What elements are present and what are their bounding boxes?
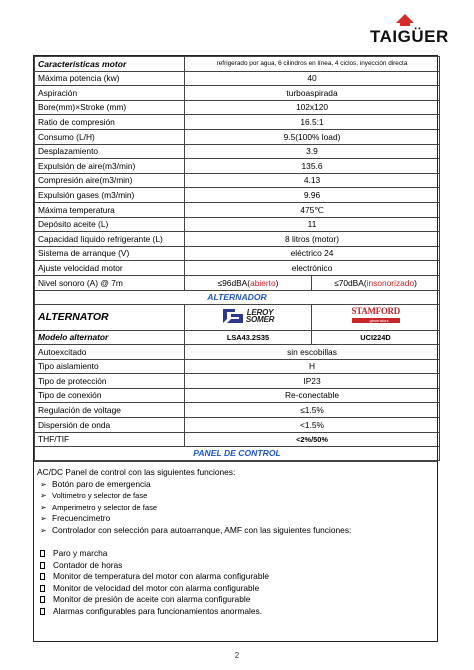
engine-spec-row: [35, 129, 440, 144]
engine-spec-row: [35, 246, 440, 261]
spec-value: ≤1.5%: [185, 403, 440, 418]
spec-label: Tipo de protección: [35, 374, 185, 389]
engine-header-label: Características motor: [35, 57, 185, 72]
spec-value: sin escobillas: [185, 345, 440, 360]
spec-value: 40: [185, 71, 440, 86]
alternator-spec-row: [35, 374, 440, 389]
spec-label: THF/TIF: [35, 432, 185, 447]
subfeature-item: Monitor de velocidad del motor con alarma configurable: [37, 583, 434, 595]
taiguer-logo: [370, 12, 456, 52]
alternator-model-row: [35, 330, 440, 345]
leroy-somer-cell: [185, 304, 312, 330]
spec-value: H: [185, 359, 440, 374]
spec-value: 16.5:1: [185, 115, 440, 130]
spec-label: Sistema de arranque (V): [35, 246, 185, 261]
engine-spec-row: [35, 144, 440, 159]
spec-value: 9.96: [185, 188, 440, 203]
spec-value: 11: [185, 217, 440, 232]
spec-label: Consumo (L/H): [35, 129, 185, 144]
arrow-bullet-icon: ➢: [40, 491, 47, 501]
spec-label: Bore(mm)×Stroke (mm): [35, 100, 185, 115]
feature-item: ➢ Botón paro de emergencia: [40, 478, 151, 489]
panel-intro: AC/DC Panel de control con las siguientes funciones:: [37, 467, 236, 478]
spec-value: 102x120: [185, 100, 440, 115]
subfeature-item: Alarmas configurables para funcionamientos anormales.: [37, 606, 434, 618]
engine-spec-row: [35, 100, 440, 115]
engine-spec-row: [35, 115, 440, 130]
spec-value: 9.5(100% load): [185, 129, 440, 144]
checkbox-bullet-icon: [40, 608, 45, 615]
leroy-somer-text: LEROY SOMER: [245, 307, 275, 325]
spec-label: Autoexcitado: [35, 345, 185, 360]
model-leroy: LSA43.2S35: [185, 330, 312, 345]
subfeature-item: Monitor de presión de aceite con alarma configurable: [37, 594, 434, 606]
spec-label: Dispersión de onda: [35, 418, 185, 433]
checkbox-bullet-icon: [40, 573, 45, 580]
subfeature-item: Paro y marcha: [37, 548, 434, 560]
spec-value: <2%/50%: [185, 432, 440, 447]
spec-value: 8 litros (motor): [185, 232, 440, 247]
checkbox-bullet-icon: [40, 596, 45, 603]
logo-roof-base: [400, 23, 410, 26]
alternator-spec-row: [35, 388, 440, 403]
control-panel-description: [34, 461, 437, 641]
spec-value: 135.6: [185, 159, 440, 174]
leroy-somer-logo: [222, 307, 274, 325]
feature-item: ➢ Frecuencimetro: [40, 513, 111, 524]
engine-spec-row: [35, 232, 440, 247]
engine-header-description: refrigerado por agua, 6 cilindros en línea, 4 ciclos, inyección directa: [185, 57, 440, 72]
spec-label: Aspiración: [35, 86, 185, 101]
spec-label: Tipo aislamiento: [35, 359, 185, 374]
subfeature-list: [37, 548, 434, 617]
engine-spec-row: [35, 188, 440, 203]
checkbox-bullet-icon: [40, 585, 45, 592]
spec-value: electrónico: [185, 261, 440, 276]
arrow-bullet-icon: ➢: [40, 479, 47, 489]
alternator-section-row: [35, 290, 440, 304]
logo-roof-icon: [396, 14, 414, 23]
arrow-bullet-icon: ➢: [40, 514, 47, 524]
alternator-spec-row: [35, 345, 440, 360]
logo-text: TAIGÜER: [370, 27, 449, 46]
engine-spec-row: [35, 261, 440, 276]
arrow-bullet-icon: ➢: [40, 525, 47, 535]
subfeature-item: Monitor de temperatura del motor con alarma configurable: [37, 571, 434, 583]
noise-open: ≤96dBA(abierto): [185, 275, 312, 290]
page-number: 2: [234, 651, 240, 660]
panel-section-title: PANEL DE CONTROL: [35, 447, 440, 461]
engine-spec-row: [35, 217, 440, 232]
spec-label: Expulsión gases (m3/min): [35, 188, 185, 203]
spec-value: IP23: [185, 374, 440, 389]
engine-header-row: [35, 57, 440, 72]
spec-label: Expulsión de aire(m3/min): [35, 159, 185, 174]
engine-spec-row: [35, 202, 440, 217]
spec-value: 3.9: [185, 144, 440, 159]
engine-spec-row: [35, 173, 440, 188]
checkbox-bullet-icon: [40, 550, 45, 557]
alternator-title-cell: [35, 304, 185, 330]
spec-label: Ajuste velocidad motor: [35, 261, 185, 276]
noise-soundproof: ≤70dBA(insonorizado): [312, 275, 440, 290]
panel-section-row: [35, 447, 440, 461]
alternator-title: ALTERNATOR: [38, 310, 109, 323]
engine-spec-row: [35, 71, 440, 86]
checkbox-bullet-icon: [40, 562, 45, 569]
spec-value: 475℃: [185, 202, 440, 217]
spec-label: Capacidad líquido refrigerante (L): [35, 232, 185, 247]
engine-table: [34, 56, 440, 461]
feature-item: ➢ Voltimetro y selector de fase: [40, 491, 148, 501]
spec-value: eléctrico 24: [185, 246, 440, 261]
alternator-spec-row: [35, 359, 440, 374]
alternator-spec-row: [35, 432, 440, 447]
stamford-cell: [312, 304, 440, 330]
noise-label: Nivel sonoro (A) @ 7m: [35, 275, 185, 290]
alternator-section-title: ALTERNADOR: [35, 290, 440, 304]
spec-label: Tipo de conexión: [35, 388, 185, 403]
feature-item: ➢ Amperimetro y selector de fase: [40, 502, 158, 512]
alternator-spec-row: [35, 418, 440, 433]
feature-list: [37, 479, 434, 537]
stamford-logo: STAMFORD generators: [351, 306, 400, 324]
spec-label: Regulación de voltage: [35, 403, 185, 418]
arrow-bullet-icon: ➢: [40, 502, 47, 512]
spec-value: Re-conectable: [185, 388, 440, 403]
spec-label: Máxima potencia (kw): [35, 71, 185, 86]
spec-label: Desplazamiento: [35, 144, 185, 159]
model-stamford: UCI224D: [312, 330, 440, 345]
spec-label: Compresión aire(m3/min): [35, 173, 185, 188]
engine-spec-row: [35, 86, 440, 101]
engine-spec-row: [35, 159, 440, 174]
alternator-spec-row: [35, 403, 440, 418]
noise-row: [35, 275, 440, 290]
spec-value: turboaspirada: [185, 86, 440, 101]
spec-label: Máxima temperatura: [35, 202, 185, 217]
spec-value: 4.13: [185, 173, 440, 188]
spec-label: Depósito aceite (L): [35, 217, 185, 232]
model-label: Modelo alternator: [35, 330, 185, 345]
alternator-brand-row: [35, 304, 440, 330]
subfeature-item: Contador de horas: [37, 560, 434, 572]
spec-sheet: [33, 55, 438, 642]
leroy-somer-mark-icon: [222, 307, 244, 325]
feature-item: ➢ Controlador con selección para autoarranque, AMF con las siguientes funciones:: [40, 524, 352, 535]
spec-label: Ratio de compresión: [35, 115, 185, 130]
spec-value: <1.5%: [185, 418, 440, 433]
